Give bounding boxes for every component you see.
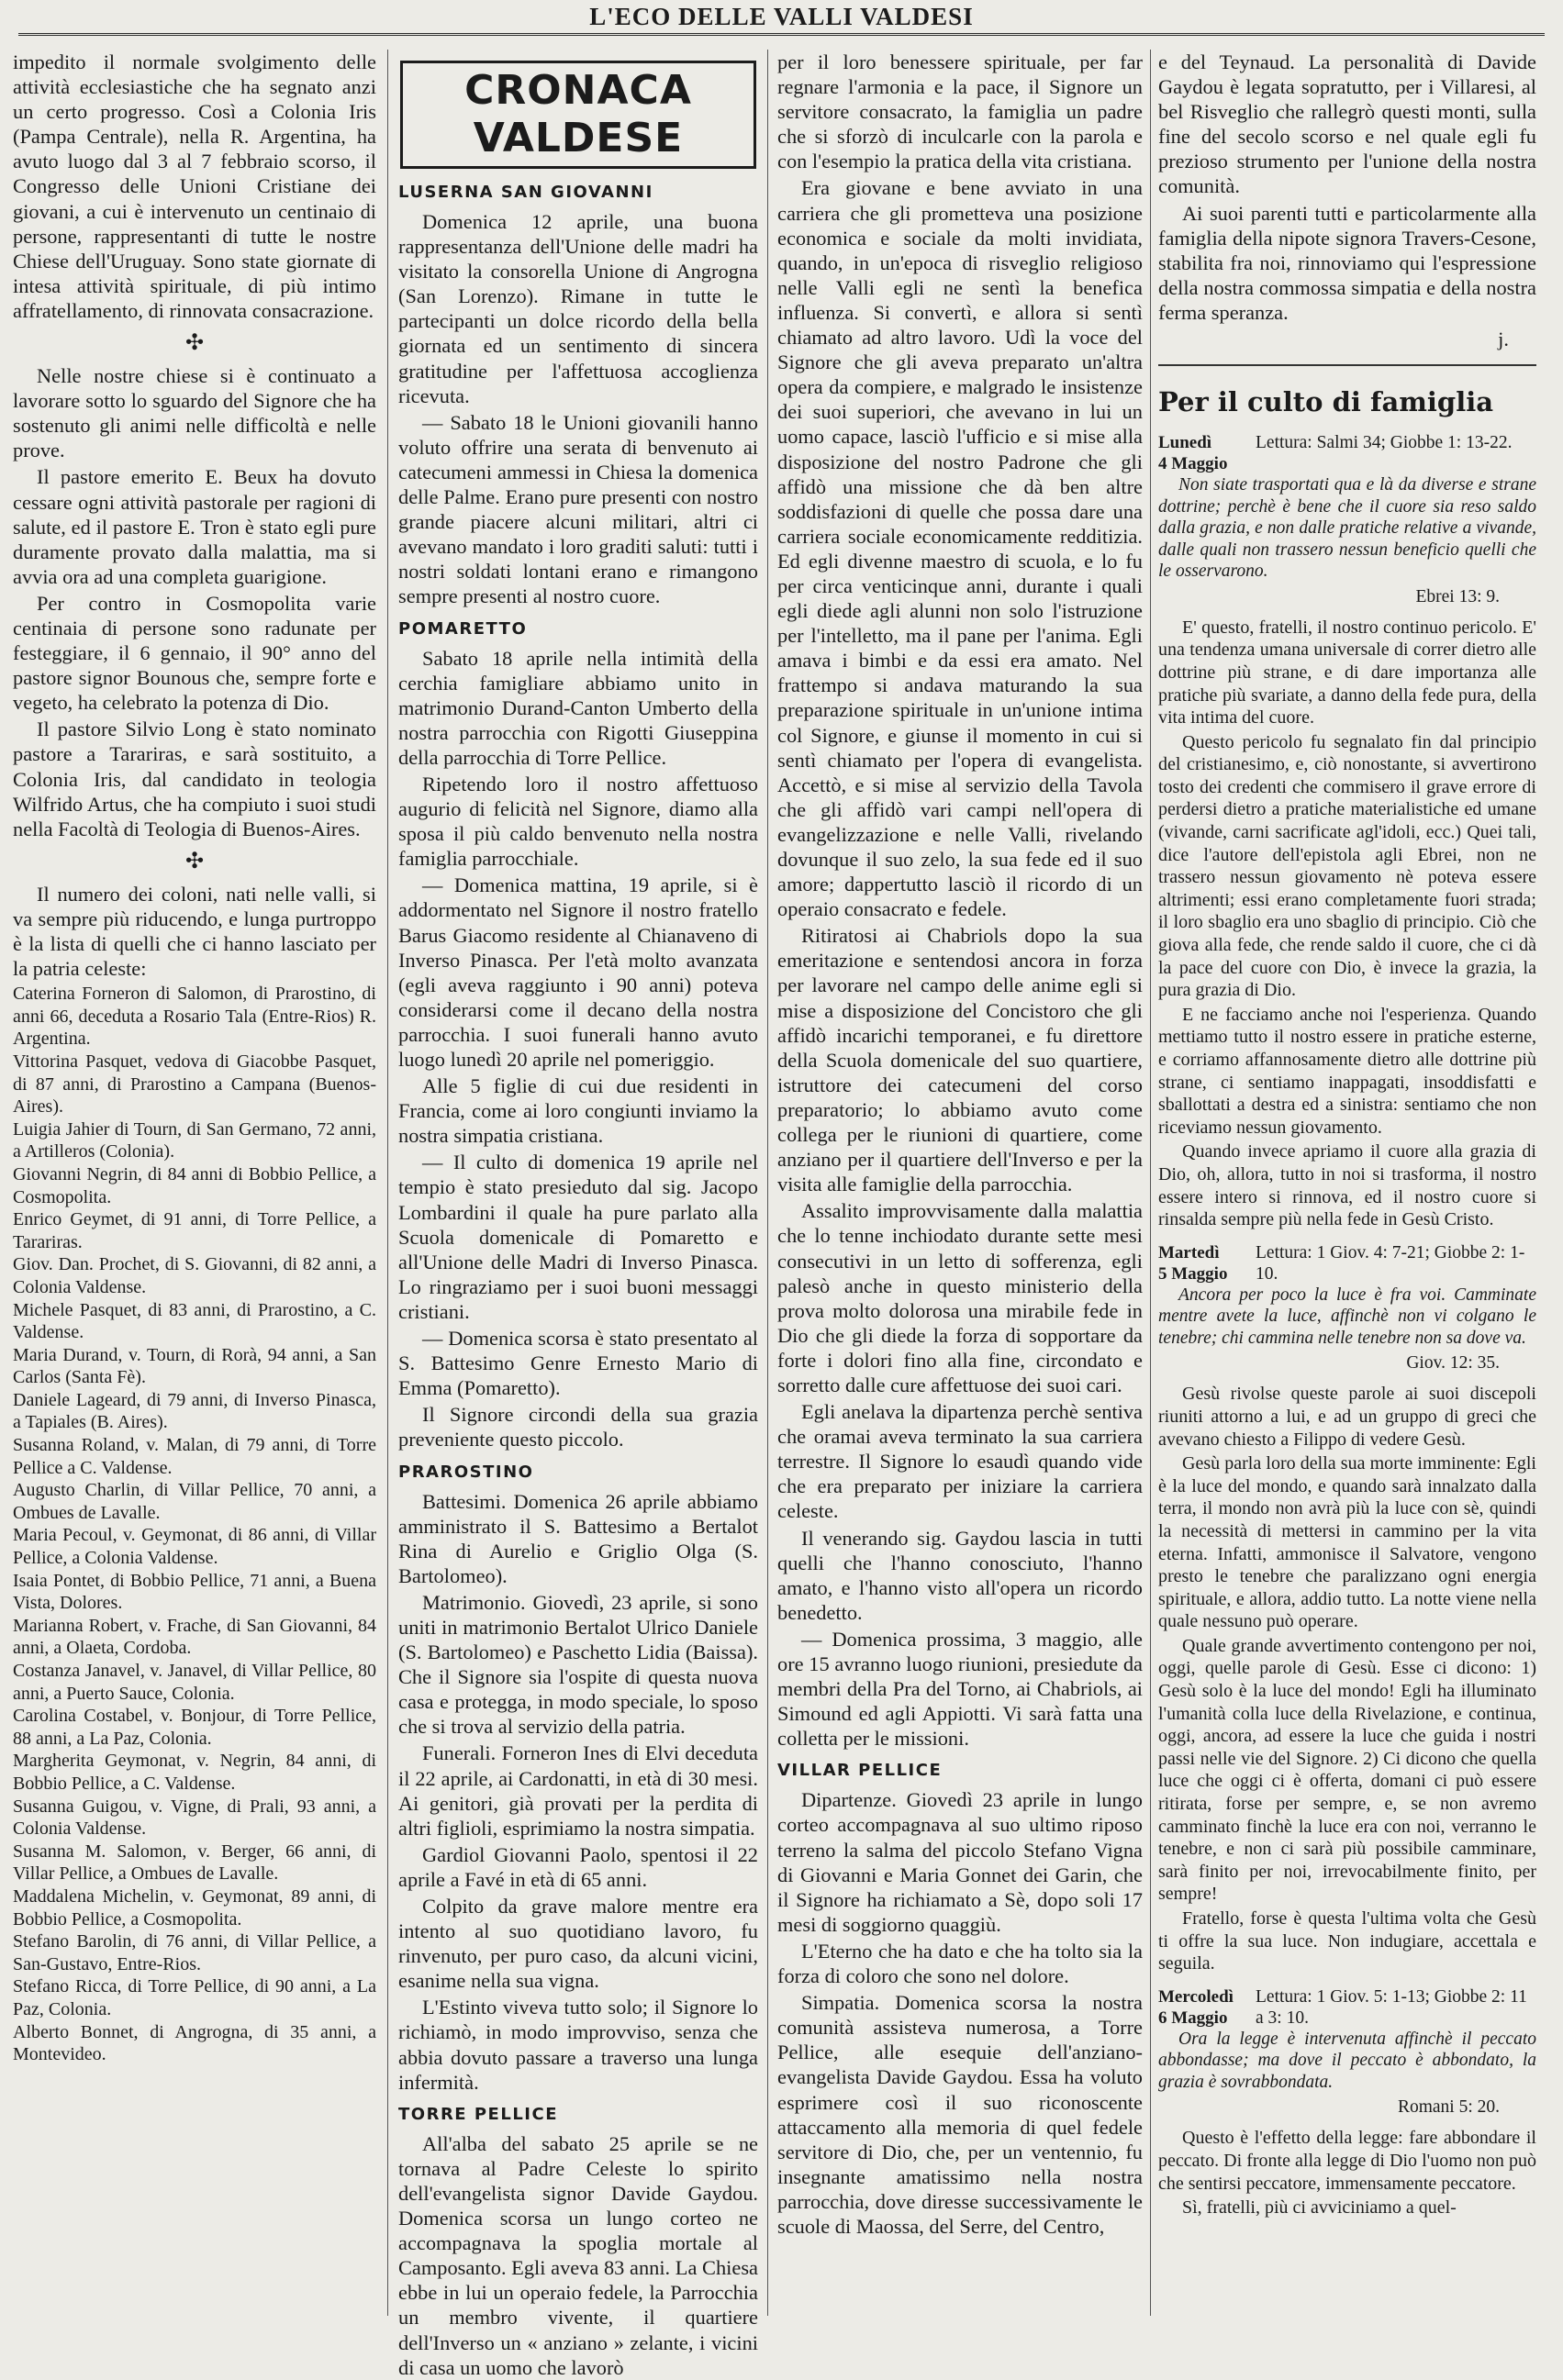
list-item: Susanna M. Salomon, v. Berger, 66 anni, di Villar Pellice, a Ombues de Lavalle. bbox=[13, 1841, 376, 1885]
heading-villar-pellice: VILLAR PELLICE bbox=[777, 1761, 943, 1781]
reading-ref: Lettura: 1 Giov. 5: 1-13; Giobbe 2: 11 a 3: 10. bbox=[1256, 1986, 1527, 2028]
paragraph: Simpatia. Domenica scorsa la nostra comunità assisteva numerosa, a Torre Pellice, alle esequie dell'anziano-evangelista Davide Gaydou. Essa ha voluto esprimere così il suo riconoscente attaccamento alla memoria di quel fedele servitore di Dio, che, per un ventennio, fu insegnante amatissimo nella nostra parrocchia, dove diresse successivamente le scuole di Maossa, del Serre, del Centro, bbox=[777, 1991, 1143, 2238]
list-item: Maddalena Michelin, v. Geymonat, 89 anni, di Bobbio Pellice, a Cosmopolita. bbox=[13, 1885, 376, 1930]
paragraph: per il loro benessere spirituale, per far regnare l'armonia e la pace, il Signore un servitore consacrato, la famiglia un padre che si sforzò di inculcarle con la parola e con l'esempio la pratica della vita cristiana. bbox=[777, 50, 1143, 173]
reading-monday bbox=[1158, 432, 1536, 474]
list-item: Enrico Geymet, di 91 anni, di Torre Pellice, a Tarariras. bbox=[13, 1209, 376, 1252]
verse-ref: Ebrei 13: 9. bbox=[1415, 586, 1500, 606]
divider bbox=[1158, 364, 1536, 366]
paragraph: Gesù rivolse queste parole ai suoi discepoli riuniti attorno a lui, e ad un gruppo di greci che avevano chiesto a Filippo di vedere Gesù. bbox=[1158, 1384, 1536, 1450]
section-title-culto: Per il culto di famiglia bbox=[1158, 386, 1494, 418]
list-item: Michele Pasquet, di 83 anni, di Prarostino, a C. Valdense. bbox=[13, 1299, 376, 1343]
column-2 bbox=[398, 50, 758, 2379]
column-rule bbox=[767, 50, 768, 2316]
paragraph: L'Eterno che ha dato e che ha tolto sia la forza di coloro che sono nel dolore. bbox=[777, 1939, 1143, 1988]
separator-cross-icon: ✣ bbox=[184, 331, 205, 356]
paragraph: Gesù parla loro della sua morte imminente: Egli è la luce del mondo, e quando sarà innalzato dalla terra, il mondo non avrà più la luce con sè, quindi la necessità di mettersi in cammino per la vita eterna. Infatti, ammonisce il Salvatore, vengono presto le tenebre che paralizzano ogni energia spirituale, e allora, addio tutto. La notte viene nella quale nessuno può operare. bbox=[1158, 1453, 1536, 1632]
column-rule bbox=[1150, 50, 1151, 2316]
paragraph: Assalito improvvisamente dalla malattia che lo tenne inchiodato durante sette mesi consecutivi in un letto di sofferenza, egli palesò anche in questo ministerio della prova molto dolorosa una mirabile fede in Dio che gli diede la forza di sopportare da forte i dolori fino alla fine, circondato e sorretto dalle cure affettuose dei suoi cari. bbox=[777, 1199, 1143, 1396]
heading-torre-pellice: TORRE PELLICE bbox=[398, 2104, 558, 2124]
paragraph: Domenica 12 aprile, una buona rappresentanza dell'Unione delle madri ha visitato la consorella Unione di Angrogna (San Lorenzo). Rimane in tutte le partecipanti un dolce ricordo della bella giornata ed un sentimento di sincera gratitudine per l'affettuosa accoglienza ricevuta. bbox=[398, 210, 758, 407]
paragraph: L'Estinto viveva tutto solo; il Signore lo richiamò, in modo improvviso, senza che abbia dovuto passare a traverso una lunga infermità. bbox=[398, 1996, 758, 2094]
list-item: Giov. Dan. Prochet, di S. Giovanni, di 82 anni, a Colonia Valdense. bbox=[13, 1254, 376, 1297]
heading-prarostino: PRAROSTINO bbox=[398, 1462, 534, 1482]
paragraph: Quando invece apriamo il cuore alla grazia di Dio, oh, allora, tutto in noi si trasforma, il nostro essere intero si rinnova, ed il nostro cuore si rinsalda sempre più nella fede in Gesù Cristo. bbox=[1158, 1141, 1536, 1230]
paragraph: Il Signore circondi della sua grazia preveniente questo piccolo. bbox=[398, 1403, 758, 1451]
paragraph: Ripetendo loro il nostro affettuoso augurio di felicità nel Signore, diamo alla sposa il più caldo benvenuto nella nostra famiglia parrocchiale. bbox=[398, 772, 758, 871]
paragraph: Il numero dei coloni, nati nelle valli, si va sempre più riducendo, e lunga purtroppo è la lista di quelli che ci hanno lasciato per la patria celeste: bbox=[13, 882, 376, 981]
paragraph: Nelle nostre chiese si è continuato a lavorare sotto lo sguardo del Signore che ha sostenuto gli animi nelle difficoltà e nelle prove. bbox=[13, 364, 376, 462]
emigrant-list bbox=[13, 983, 376, 2066]
paragraph: Il pastore emerito E. Beux ha dovuto cessare ogni attività pastorale per ragioni di salute, ed il pastore E. Tron è stato egli pure duramente provato dalla malattia, ma si avvia ora ad una completa guarigione. bbox=[13, 465, 376, 588]
signature: j. bbox=[1498, 328, 1509, 351]
list-item: Maria Pecoul, v. Geymonat, di 86 anni, di Villar Pellice, a Colonia Valdense. bbox=[13, 1525, 376, 1569]
list-item: Luigia Jahier di Tourn, di San Germano, 72 anni, a Artilleros (Colonia). bbox=[13, 1118, 376, 1162]
list-item: Vittorina Pasquet, vedova di Giacobbe Pasquet, di 87 anni, di Prarostino a Campana (Buenos-Aires). bbox=[13, 1051, 376, 1118]
paragraph: impedito il normale svolgimento delle attività ecclesiastiche che ha segnato anzi un certo progresso. Così a Colonia Iris (Pampa Centrale), nella R. Argentina, ha avuto luogo dal 3 al 7 febbraio scorso, il Congresso delle Unioni Cristiane dei giovani, a cui è intervenuto un centinaio di persone, rappresentanti di tutte le nostre Chiese dell'Uruguay. Sono state giornate di intesa attività spirituale, di più intimo affratellamento, di rinnovata consacrazione. bbox=[13, 50, 376, 322]
paragraph: Ritiratosi ai Chabriols dopo la sua emeritazione e sentendosi ancora in forza per lavorare nel campo delle anime egli si mise a disposizione del Concistoro che gli affidò incarichi temporanei, e fu direttore della Scuola domenicale del suo quartiere, istruttore dei catecumeni del corso preparatorio; lo abbiamo avuto come collega per le riunioni di quartiere, come anziano per il quartiere dell'Inverso e per la visita alle famiglie della parrocchia. bbox=[777, 924, 1143, 1196]
paragraph: Gardiol Giovanni Paolo, spentosi il 22 aprile a Favé in età di 65 anni. bbox=[398, 1842, 758, 1891]
list-item: Stefano Ricca, di Torre Pellice, di 90 anni, a La Paz, Colonia. bbox=[13, 1976, 376, 2019]
verse-quote: Non siate trasportati qua e là da diverse e strane dottrine; perchè è bene che il cuore sia reso saldo dalla grazia, e non dalle pratiche relative a vivande, dalle quali non trassero nessun beneficio quelli che le osservarono. bbox=[1158, 475, 1536, 582]
verse-quote: Ancora per poco la luce è fra voi. Camminate mentre avete la luce, affinchè non vi colgano le tenebre; chi cammina nelle tenebre non sa dove va. bbox=[1158, 1285, 1536, 1348]
paragraph: Questo è l'effetto della legge: fare abbondare il peccato. Di fronte alla legge di Dio l'uomo non può che sentirsi peccatore, immensamente peccatore. bbox=[1158, 2128, 1536, 2194]
paragraph: — Domenica prossima, 3 maggio, alle ore 15 avranno luogo riunioni, presiedute da membri della Pra del Torno, ai Chabriols, ai Simound ed agli Appiotti. Vi sarà fatta una colletta per le missioni. bbox=[777, 1627, 1143, 1751]
list-item: Giovanni Negrin, di 84 anni di Bobbio Pellice, a Cosmopolita. bbox=[13, 1163, 376, 1207]
paragraph: e del Teynaud. La personalità di Davide Gaydou è legata sopratutto, per i Villaresi, al bel Risveglio che rallegrò questi monti, sulla fine del secolo scorso e nel quale egli fu prezioso strumento per l'unione della nostra comunità. bbox=[1158, 50, 1536, 198]
paragraph: Questo pericolo fu segnalato fin dal principio del cristianesimo, e, ciò nonostante, si avvertirono tosto dei credenti che commisero il grave errore di perdersi dietro a pratiche materialistiche ed umane (vivande, carni sacrificate agl'idoli, ecc.) Quei tali, dice l'autore dell'epistola agli Ebrei, non ne trassero nessun giovamento nè poteva essere altrimenti; essi erano completamente fuori strada; il loro sbaglio era uno sbaglio di principio. Ciò che giova alla fede, che rende saldo il cuore, che ci dà la pace del cuore con Dio, è invece la grazia, la pura grazia di Dio. bbox=[1158, 731, 1536, 1001]
list-item: Caterina Forneron di Salomon, di Prarostino, di anni 66, deceduta a Rosario Tala (Entre-Rios) R. Argentina. bbox=[13, 984, 376, 1050]
date-label: 6 Maggio bbox=[1158, 2007, 1228, 2028]
list-item: Margherita Geymonat, v. Negrin, 84 anni, di Bobbio Pellice, a C. Valdense. bbox=[13, 1751, 376, 1794]
paragraph: Fratello, forse è questa l'ultima volta che Gesù ti offre la sua luce. Non indugiare, accettala e seguila. bbox=[1158, 1908, 1536, 1974]
column-3 bbox=[777, 50, 1143, 2325]
reading-tuesday bbox=[1158, 1242, 1536, 1285]
paragraph: Sabato 18 aprile nella intimità della cerchia famigliare abbiamo unito in matrimonio Durand-Canton Umberto della nostra parrocchia con Rigotti Giuseppina della parrocchia di Torre Pellice. bbox=[398, 646, 758, 769]
list-item: Susanna Roland, v. Malan, di 79 anni, di Torre Pellice a C. Valdense. bbox=[13, 1435, 376, 1478]
paragraph: — Domenica mattina, 19 aprile, si è addormentato nel Signore il nostro fratello Barus Giacomo residente al Chianaveno di Inverso Pinasca. Per l'età molto avanzata (egli aveva raggiunto i 90 anni) poteva considerarsi come il decano della nostra parrocchia. I suoi funerali hanno avuto luogo lunedì 20 aprile nel pomeriggio. bbox=[398, 873, 758, 1071]
paragraph: Sì, fratelli, più ci avviciniamo a quel- bbox=[1182, 2197, 1457, 2219]
reading-ref: Lettura: Salmi 34; Giobbe 1: 13-22. bbox=[1256, 433, 1513, 453]
paragraph: Funerali. Forneron Ines di Elvi deceduta il 22 aprile, ai Cardonatti, in età di 30 mesi. Ai genitori, già provati per la perdita di altri figlioli, esprimiamo la nostra simpatia. bbox=[398, 1741, 758, 1840]
date-label: 5 Maggio bbox=[1158, 1263, 1228, 1284]
paragraph: Dipartenze. Giovedì 23 aprile in lungo corteo accompagnava al suo ultimo riposo terreno la salma del piccolo Stefano Vigna di Giovanni e Maria Gonnet dei Garin, che il Signore ha richiamato a Sè, dopo soli 17 mesi di soggiorno quaggiù. bbox=[777, 1788, 1143, 1936]
paragraph: E ne facciamo anche noi l'esperienza. Quando mettiamo tutto il nostro essere in pratiche esterne, e corriamo affannosamente dietro alle dottrine più strane, ci sentiamo inappagati, insoddisfatti e sballottati a destra ed a sinistra: sentiamo che non riceviamo nessun giovamento. bbox=[1158, 1004, 1536, 1138]
paragraph: Matrimonio. Giovedì, 23 aprile, si sono uniti in matrimonio Bertalot Ulrico Daniele (S. Bartolomeo) e Paschetto Lidia (Baissa). Che il Signore sia l'ospite di questa nuova casa e protegga, in modo speciale, lo sposo che si trova al servizio della patria. bbox=[398, 1590, 758, 1739]
paragraph: All'alba del sabato 25 aprile se ne tornava al Padre Celeste lo spirito dell'evangelista signor Davide Gaydou. Domenica scorsa un lungo corteo ne accompagnava la spoglia mortale al Camposanto. Egli aveva 83 anni. La Chiesa ebbe in lui un operaio fedele, la Parrocchia un membro vivente, il quartiere dell'Inverso un « anziano » zelante, i vicini di casa un uomo che lavorò bbox=[398, 2131, 758, 2379]
masthead: L'ECO DELLE VALLI VALDESI bbox=[18, 0, 1545, 36]
paragraph: — Sabato 18 le Unioni giovanili hanno voluto offrire una serata di benvenuto ai catecumeni ammessi in Chiesa la domenica delle Palme. Erano pure presenti con nostro grande piacere alcuni militari, altri ci avevano mandato i loro graditi saluti: tutti i nostri soldati lontani erano e rimangono sempre presenti al nostro cuore. bbox=[398, 410, 758, 608]
verse-ref: Giov. 12: 35. bbox=[1406, 1353, 1500, 1374]
list-item: Isaia Pontet, di Bobbio Pellice, 71 anni, a Buena Vista, Dolores. bbox=[13, 1570, 376, 1614]
list-item: Stefano Barolin, di 76 anni, di Villar Pellice, a San-Gustavo, Entre-Rios. bbox=[13, 1931, 376, 1974]
day-label: Mercoledì bbox=[1158, 1986, 1234, 2007]
separator-cross-icon: ✣ bbox=[184, 849, 205, 873]
verse-ref: Romani 5: 20. bbox=[1397, 2097, 1500, 2118]
list-item: Susanna Guigou, v. Vigne, di Prali, 93 anni, a Colonia Valdense. bbox=[13, 1796, 376, 1840]
paragraph: Alle 5 figlie di cui due residenti in Francia, come ai loro congiunti inviamo la nostra simpatia cristiana. bbox=[398, 1074, 758, 1148]
list-item: Alberto Bonnet, di Angrogna, di 35 anni, a Montevideo. bbox=[13, 2021, 376, 2065]
paragraph: E' questo, fratelli, il nostro continuo pericolo. E' una tendenza umana universale di correr dietro alle dottrine più strane, e di dare importanza alle pratiche più svariate, a danno della fede pura, della vita intima del cuore. bbox=[1158, 617, 1536, 728]
date-label: 4 Maggio bbox=[1158, 454, 1228, 474]
list-item: Carolina Costabel, v. Bonjour, di Torre Pellice, 88 anni, a La Paz, Colonia. bbox=[13, 1706, 376, 1749]
paragraph: — Il culto di domenica 19 aprile nel tempio è stato presieduto dal sig. Jacopo Lombardini il quale ha pure parlato alla Scuola domenicale di Pomaretto e all'Unione delle Madri di Inverso Pinasca. Lo ringraziamo per i suoi buoni messaggi cristiani. bbox=[398, 1151, 758, 1323]
paragraph: Battesimi. Domenica 26 aprile abbiamo amministrato il S. Battesimo a Bertalot Rina di Aurelio e Griglio Olga (S. Bartolomeo). bbox=[398, 1489, 758, 1587]
paragraph: Colpito da grave malore mentre era intento al suo quotidiano lavoro, fu rinvenuto, per puro caso, da alcuni vicini, esanime nella sua vigna. bbox=[398, 1895, 758, 1993]
reading-wednesday bbox=[1158, 1986, 1536, 2029]
paragraph: Egli anelava la dipartenza perchè sentiva che oramai aveva terminato la sua carriera terrestre. Il Signore lo esaudì quando vide che era preparato per iniziare la carriera celeste. bbox=[777, 1400, 1143, 1523]
section-title-cronaca: CRONACA VALDESE bbox=[400, 61, 756, 169]
column-1 bbox=[13, 50, 376, 2325]
list-item: Maria Durand, v. Tourn, di Rorà, 94 anni, a San Carlos (Santa Fè). bbox=[13, 1344, 376, 1388]
paragraph: Per contro in Cosmopolita varie centinaia di persone sono radunate per festeggiare, il 6 gennaio, il 90° anno del pastore signor Bounous che, sempre forte e vegeto, ha celebrato la potenza di Dio. bbox=[13, 591, 376, 715]
list-item: Costanza Janavel, v. Janavel, di Villar Pellice, 80 anni, a Puerto Sauce, Colonia. bbox=[13, 1661, 376, 1704]
column-rule bbox=[387, 50, 388, 2316]
list-item: Augusto Charlin, di Villar Pellice, 70 anni, a Ombues de Lavalle. bbox=[13, 1480, 376, 1523]
paragraph: Il venerando sig. Gaydou lascia in tutti quelli che l'hanno conosciuto, l'hanno amato, e l'hanno visto all'opera un ricordo benedetto. bbox=[777, 1526, 1143, 1624]
paragraph: Quale grande avvertimento contengono per noi, oggi, quelle parole di Gesù. Esse ci dicono: 1) Gesù solo è la luce del mondo! Egli ha illuminato l'umanità colla luce della Rivelazione, e continua, oggi, ancora, ad essere la luce che guida i nostri passi nelle vie del Signore. 2) Ci dicono che quella luce che oggi ci è offerta, domani ci può essere ritirata, forse per sempre, e, se non avremo camminato finchè la luce era con noi, verranno le tenebre, e non ci sarà più possibile camminare, sarà finito per noi, irrevocabilmente finito, per sempre! bbox=[1158, 1635, 1536, 1905]
paragraph: Ai suoi parenti tutti e particolarmente alla famiglia della nipote signora Travers-Cesone, stabilita fra noi, rinnoviamo qui l'espressione della nostra commossa simpatia e della nostra ferma speranza. bbox=[1158, 201, 1536, 324]
verse-quote: Ora la legge è intervenuta affinchè il peccato abbondasse; ma dove il peccato è abbondato, la grazia è sovrabbondata. bbox=[1158, 2029, 1536, 2092]
heading-pomaretto: POMARETTO bbox=[398, 618, 528, 639]
paragraph: — Domenica scorsa è stato presentato al S. Battesimo Genre Ernesto Mario di Emma (Pomaretto). bbox=[398, 1327, 758, 1400]
column-4 bbox=[1158, 50, 1536, 2325]
paragraph: Il pastore Silvio Long è stato nominato pastore a Tarariras, e sarà sostituito, a Colonia Iris, dal candidato in teologia Wilfrido Artus, che ha compiuto i suoi studi nella Facoltà di Teologia di Buenos-Aires. bbox=[13, 717, 376, 840]
paragraph: Era giovane e bene avviato in una carriera che gli prometteva una posizione economica e sociale da molti invidiata, quando, in un'epoca di risveglio religioso nelle Valli egli ne sentì la benefica influenza. Si convertì, e allora si sentì chiamato ad altro lavoro. Udì la voce del Signore che gli aveva preparato un'altra opera da compiere, e malgrado le insistenze dei suoi superiori, che avevano in lui un uomo capace, lasciò l'ufficio e si mise alla disposizione del nostro Padrone che gli affidò una missione che dà ben altre soddisfazioni di quelle che possa dare una carriera sociale economicamente redditizia. Ed egli divenne maestro di scuola, e lo fu per circa venticinque anni, durante i quali egli diede agli alunni non solo l'istruzione per l'intelletto, ma il pane per l'anima. Egli amava i bimbi e da essi era amato. Nel frattempo si andava maturando la sua preparazione spirituale in un'unione intima col Signore, e giunse il momento in cui si sentì chiamato per l'opera di evangelista. Accettò, e si mise al servizio della Tavola che gli affidò vari campi nell'opera di evangelizzazione e nelle Valli, rivelando dovunque il suo zelo, la sua fede ed il suo amore; dappertutto lasciò il ricordo di un operaio consacrato e fedele. bbox=[777, 176, 1143, 921]
heading-luserna: LUSERNA SAN GIOVANNI bbox=[398, 183, 653, 202]
list-item: Marianna Robert, v. Frache, di San Giovanni, 84 anni, a Olaeta, Cordoba. bbox=[13, 1615, 376, 1659]
day-label: Lunedì bbox=[1158, 433, 1212, 453]
list-item: Daniele Lageard, di 79 anni, di Inverso Pinasca, a Tapiales (B. Aires). bbox=[13, 1389, 376, 1433]
reading-ref: Lettura: 1 Giov. 4: 7-21; Giobbe 2: 1-10. bbox=[1256, 1242, 1525, 1284]
day-label: Martedì bbox=[1158, 1242, 1220, 1262]
